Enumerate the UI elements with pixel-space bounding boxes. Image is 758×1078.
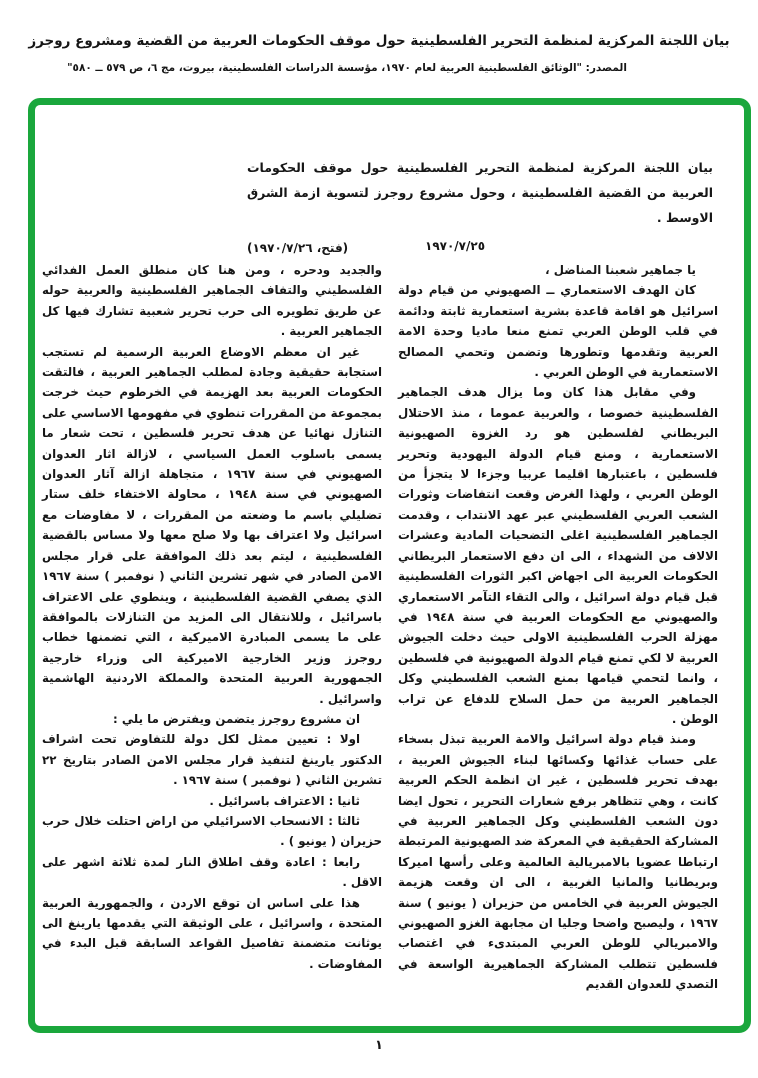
document-source-line: المصدر: "الوثائق الفلسطينية العربية لعام ١٩٧٠، مؤسسة الدراسات الفلسطينية، بيروت، مج ٦، ص ٥٧٩ ــ ٥٨٠"	[67, 62, 627, 74]
statement-header	[247, 155, 713, 261]
column-left	[42, 260, 382, 974]
paragraph: ثانيا : الاعتراف باسرائيل .	[209, 793, 360, 808]
page-number: ١	[375, 1038, 383, 1053]
paragraph: ان مشروع روجرز يتضمن ويفترض ما يلي :	[113, 711, 360, 726]
paragraph: وفي مقابل هذا كان وما يزال هدف الجماهير الفلسطينية خصوصا ، والعربية عموما ، منذ الاحتلال البريطاني لفلسطين هو رد الغزوة الصهيونية الاستعمارية ، ومنع قيام الدولة اليهودية وتحرير فلسطين ، باعتبارها اقليما عربيا وجزءا لا يتجزأ من الوطن العربي ، ولهذا الغرض وقعت انتفاضات وثورات الشعب العربي الفلسطيني عبر عهد الانتداب ، وقدمت الجماهير الفلسطينية اغلى التضحيات المادية وعشرات الالاف من الشهداء ، الى ان دفع الاستعمار البريطاني الحكومات العربية الى اجهاض اكبر الثورات الفلسطينية قبل قيام دولة اسرائيل ، والى التقاء التآمر الاستعماري والصهيوني مع الحكومات العربية في سنة ١٩٤٨ في مهزلة الحرب الفلسطينية الاولى حيث دخلت الجيوش العربية لا لكي تمنع قيام الدولة الصهيونية في فلسطين ، وانما لتحمي قيامها بمنع الشعب الفلسطيني وكل الجماهير العربية من حمل السلاح للدفاع عن تراب الوطن .	[398, 385, 718, 726]
paragraph: رابعا : اعادة وقف اطلاق النار لمدة ثلاثة اشهر على الاقل .	[42, 854, 382, 890]
document-title: بيان اللجنة المركزية لمنظمة التحرير الفلسطينية حول موقف الحكومات العربية من القضية ومشروع روجرز	[28, 33, 730, 49]
paragraph: ومنذ قيام دولة اسرائيل والامة العربية تبذل بسخاء على حساب غذائها وكسائها لبناء الجيوش العربية ، بهدف تحرير فلسطين ، غير ان انظمة الحكم العربية كانت ، وهي تتظاهر برفع شعارات التحرير ، تحول ايضا دون الشعب الفلسطيني وكل الجماهير العربية في المشاركة الحقيقية في المعركة ضد الصهيونية المرتبطة ارتباطا عضويا بالامبريالية العالمية وعلى رأسها اميركا وبريطانيا والمانيا الغربية ، الى ان وقعت هزيمة الجيوش العربية في الخامس من حزيران ( يونيو ) سنة ١٩٦٧ ، وليصبح واضحا وجليا ان مجابهة الغزو الصهيوني والامبريالي للوطن العربي المبتدىء في اغتصاب فلسطين تتطلب المشاركة الجماهيرية الواسعة في التصدي للعدوان القديم	[398, 732, 718, 992]
paragraph: يا جماهير شعبنا المناضل ،	[545, 263, 696, 277]
paragraph: كان الهدف الاستعماري ــ الصهيوني من قيام دولة اسرائيل هو اقامة قاعدة بشرية استعمارية ثابتة ودائمة في قلب الوطن العربي تمنع منعا ماديا وحدة الامة العربية وتقدمها وتطورها وتضمن وتحمي المصالح الاستعمارية في الوطن العربي .	[398, 283, 718, 380]
date-row	[247, 239, 713, 261]
date-fateh-source: (فتح، ١٩٧٠/٧/٢٦)	[247, 241, 349, 255]
paragraph: غير ان معظم الاوضاع العربية الرسمية لم تستجب استجابة حقيقية وجادة لمطلب الجماهير العربية ، فالتقت الحكومات العربية بعد الهزيمة في الخرطوم حيث خرجت بمجموعة من المقررات تنطوي في مفهومها الاساسي على التنازل نهائيا عن هدف تحرير فلسطين ، تحت شعار ما يسمى باسلوب العمل السياسي ، لازالة اثار العدوان الصهيوني في سنة ١٩٦٧ ، متجاهلة ازالة آثار العدوان الصهيوني في سنة ١٩٤٨ ، محاولة الاختفاء خلف ستار تضليلي باسم ما وضعته من المقررات ، لا مفاوضات مع اسرائيل ولا اعتراف بها ولا صلح معها ولا مساس بالقضية الفلسطينية ، ليتم بعد ذلك الموافقة على قرار مجلس الامن الصادر في شهر تشرين الثاني ( نوفمبر ) سنة ١٩٦٧ الذي يصفي القضية الفلسطينية ، وينطوي على الاعتراف باسرائيل ، وللانتقال الى المزيد من التنازلات بالموافقة على ما يسمى المبادرة الاميركية ، التي تضمنها خطاب روجرز وزير الخارجية الاميركية الى وزراء خارجية الجمهورية العربية المتحدة والمملكة الاردنية الهاشمية واسرائيل .	[42, 344, 383, 706]
paragraph: والجديد ودحره ، ومن هنا كان منطلق العمل الفدائي الفلسطيني والتفاف الجماهير الفلسطينية والعربية حوله عن طريق تطويره الى حرب تحرير شعبية تشارك فيها كل الجماهير العربية .	[42, 263, 382, 339]
paragraph: اولا : تعيين ممثل لكل دولة للتفاوض تحت اشراف الدكتور يارينغ لتنفيذ قرار مجلس الامن الصادر بتاريخ ٢٢ تشرين الثاني ( نوفمبر ) سنة ١٩٦٧ .	[42, 732, 382, 788]
paragraph: هذا على اساس ان توقع الاردن ، والجمهورية العربية المتحدة ، واسرائيل ، على الوثيقة التي يقدمها يارينغ الى يوثانت متضمنة تفاصيل القواعد السابقة قبل البدء في المفاوضات .	[42, 895, 382, 971]
statement-heading: بيان اللجنة المركزية لمنظمة التحرير الفلسطينية حول موقف الحكومات العربية من القضية الفلسطينية ، وحول مشروع روجرز لتسوية ازمة الشرق الاوسط .	[247, 160, 713, 225]
green-border-frame	[28, 98, 751, 1033]
date-gregorian: ١٩٧٠/٧/٢٥	[425, 239, 486, 253]
paragraph: ثالثا : الانسحاب الاسرائيلي من اراض احتلت خلال حرب حزيران ( يونيو ) .	[42, 813, 382, 849]
column-right	[398, 260, 718, 995]
